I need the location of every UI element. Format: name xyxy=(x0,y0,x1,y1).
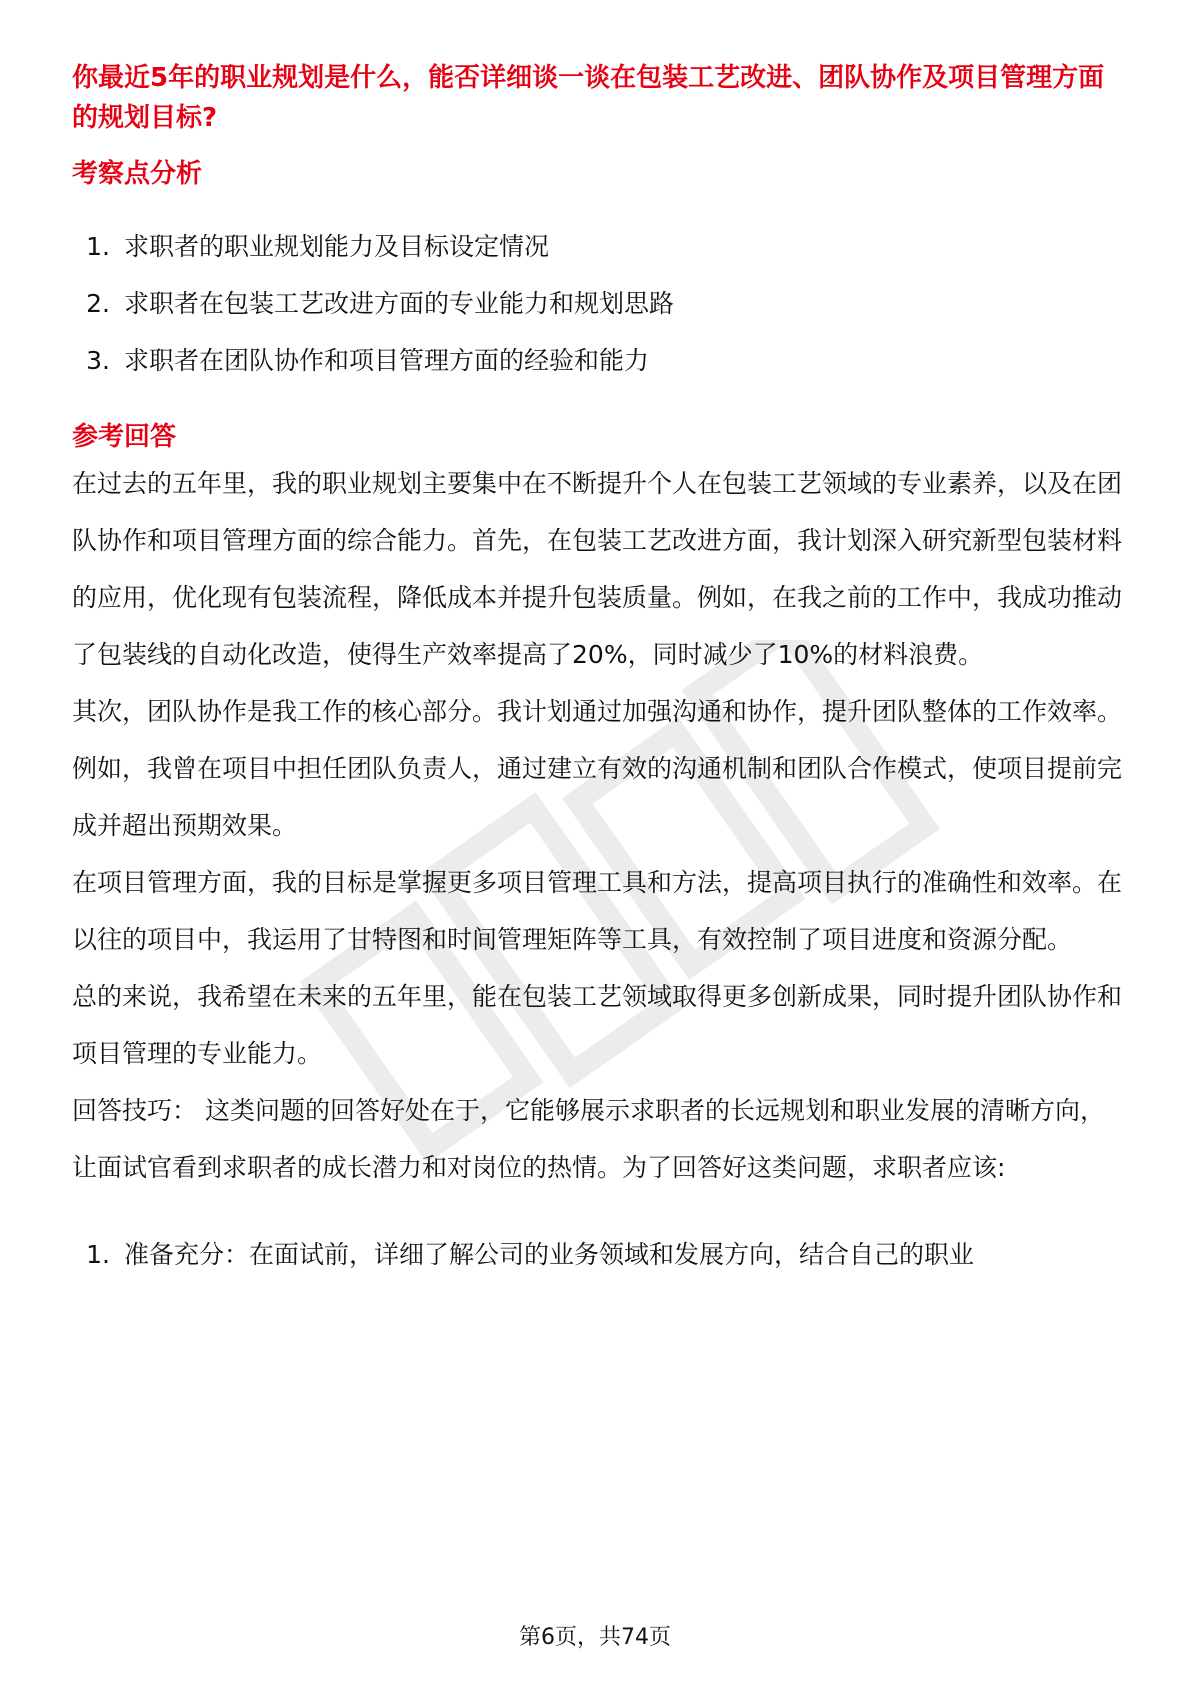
page-footer: 第6页，共74页 xyxy=(519,1625,671,1650)
document-content xyxy=(72,58,1122,1283)
list-item xyxy=(72,1226,1122,1283)
answer-paragraph: 在过去的五年里，我的职业规划主要集中在不断提升个人在包装工艺领域的专业素养，以及在团队协作和项目管理方面的综合能力。首先，在包装工艺改进方面，我计划深入研究新型包装材料的应用，优化现有包装流程，降低成本并提升包装质量。例如，在我之前的工作中，我成功推动了包装线的自动化改造，使得生产效率提高了20%，同时减少了10%的材料浪费。 xyxy=(72,469,1123,669)
list-number: 1. xyxy=(86,1240,110,1269)
list-text: 求职者的职业规划能力及目标设定情况 xyxy=(124,232,550,261)
answer-paragraph: 其次，团队协作是我工作的核心部分。我计划通过加强沟通和协作，提升团队整体的工作效率。例如，我曾在项目中担任团队负责人，通过建立有效的沟通机制和团队合作模式，使项目提前完成并超出预期效果。 xyxy=(72,697,1123,840)
list-text: 求职者在包装工艺改进方面的专业能力和规划思路 xyxy=(124,289,675,318)
analysis-heading: 考察点分析 xyxy=(72,159,203,189)
list-item xyxy=(72,218,1122,275)
question-title: 你最近5年的职业规划是什么，能否详细谈一谈在包装工艺改进、团队协作及项目管理方面的规划目标? xyxy=(72,63,1105,133)
list-number: 1. xyxy=(86,232,110,261)
answer-heading: 参考回答 xyxy=(72,422,177,452)
analysis-list xyxy=(72,218,1122,389)
tips-paragraph: 回答技巧： 这类问题的回答好处在于，它能够展示求职者的长远规划和职业发展的清晰方向，让面试官看到求职者的成长潜力和对岗位的热情。为了回答好这类问题，求职者应该: xyxy=(72,1096,1105,1182)
list-number: 3. xyxy=(86,346,110,375)
answer-paragraph: 总的来说，我希望在未来的五年里，能在包装工艺领域取得更多创新成果，同时提升团队协作和项目管理的专业能力。 xyxy=(72,982,1123,1068)
list-item xyxy=(72,275,1122,332)
list-text: 求职者在团队协作和项目管理方面的经验和能力 xyxy=(124,346,650,375)
list-item xyxy=(72,332,1122,389)
list-text: 准备充分：在面试前，详细了解公司的业务领域和发展方向，结合自己的职业 xyxy=(124,1240,975,1269)
list-number: 2. xyxy=(86,289,110,318)
tips-list xyxy=(72,1226,1122,1283)
answer-paragraph: 在项目管理方面，我的目标是掌握更多项目管理工具和方法，提高项目执行的准确性和效率。在以往的项目中，我运用了甘特图和时间管理矩阵等工具，有效控制了项目进度和资源分配。 xyxy=(72,868,1123,954)
